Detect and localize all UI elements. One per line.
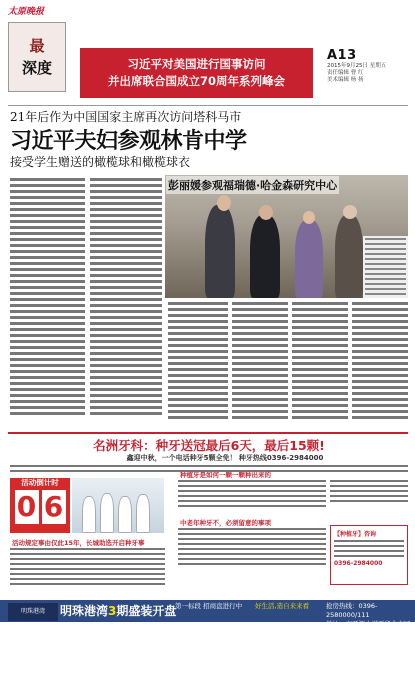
- topic-banner: [80, 48, 313, 98]
- countdown-label: 活动倒计时: [21, 478, 59, 487]
- page-info: [327, 48, 407, 96]
- article-body-col1: [10, 178, 85, 418]
- photo-caption-title: 彭丽媛参观福瑞德·哈金森研究中心: [166, 176, 339, 194]
- footer-project: 第一标段 招商盘进行中: [175, 602, 243, 610]
- footer-hotline: [326, 602, 412, 629]
- ad-headline: [10, 435, 408, 455]
- footer-logo: 明珠港湾: [8, 603, 58, 621]
- footer-promo-number: 3: [108, 604, 117, 618]
- footer-slogan: 好生活,造自来来看: [255, 602, 310, 610]
- footer-promo-suffix: 期盛装开盘: [116, 604, 177, 618]
- column-badge: [8, 22, 66, 92]
- article-body-col6: [292, 302, 348, 422]
- footer-promo: [60, 602, 176, 619]
- ad-section-1-title: 活动规定事由仅此15年，长城助选开启种牙事: [12, 539, 145, 547]
- page-meta-2: 责任编辑 曹 红: [327, 70, 364, 76]
- photo-caption-text: [363, 236, 408, 298]
- ad-section-2-text-right: [330, 480, 408, 505]
- countdown-panel: [10, 478, 70, 533]
- page-number: A13: [327, 48, 357, 63]
- countdown-digit-1: 0: [15, 490, 39, 524]
- article-body-col4: [168, 302, 228, 422]
- ad-section-3-title: 中老年种牙不，必须留意的事项: [180, 519, 271, 527]
- page-meta-1: 2015年9月25日 星期五: [327, 63, 387, 69]
- article-kicker: 21年后作为中国国家主席再次访问塔科马市: [10, 110, 242, 124]
- ad-divider: [8, 432, 408, 434]
- article-subhead: 接受学生赠送的橄榄球和橄榄球衣: [10, 155, 191, 169]
- footer-address: 地址：市开源大道西段金杏园: [326, 620, 411, 628]
- masthead: [8, 6, 76, 96]
- article-body-col5: [232, 302, 288, 422]
- footer-promo-prefix: 明珠港湾: [60, 604, 109, 618]
- ad-consult-box: [330, 525, 408, 585]
- footer-hotline-label: 抢房热线：: [326, 602, 359, 610]
- ad-section-2-title: 种植牙是如何一颗一颗种出来的: [180, 471, 271, 479]
- consult-box-phone: 0396-2984000: [334, 560, 383, 567]
- column-title-line2: 深度: [21, 59, 52, 77]
- ad-headline-text: 名洲牙科：种牙送冠最后6天，最后15颗!: [93, 438, 325, 453]
- article-headline: 习近平夫妇参观林肯中学: [10, 128, 247, 154]
- dental-team-photo: [72, 478, 164, 533]
- ad-subheadline: 鑫迎中秋，一个电话种牙5颗全免！ 种牙热线0396-2984000: [126, 454, 324, 462]
- banner-line1: 习近平对美国进行国事访问: [127, 57, 266, 71]
- newspaper-brand: 太原晚报: [8, 7, 45, 17]
- article-body-col2: [90, 178, 162, 418]
- footer-hotline-number: 0396-2580000/111: [326, 602, 378, 619]
- consult-box-title: 【种植牙】咨询: [334, 531, 377, 538]
- column-title-line1: 最: [29, 37, 45, 55]
- page-meta-3: 美术编辑 杨 扬: [327, 77, 364, 83]
- ad-section-1-text: [10, 548, 165, 588]
- article-body-col7: [352, 302, 408, 422]
- countdown-digit-2: 6: [42, 490, 66, 524]
- ad-section-2-text: [178, 480, 326, 510]
- header-divider: [8, 105, 408, 106]
- banner-line2: 并出席联合国成立70周年系列峰会: [107, 74, 285, 88]
- ad-section-3-text: [178, 528, 326, 568]
